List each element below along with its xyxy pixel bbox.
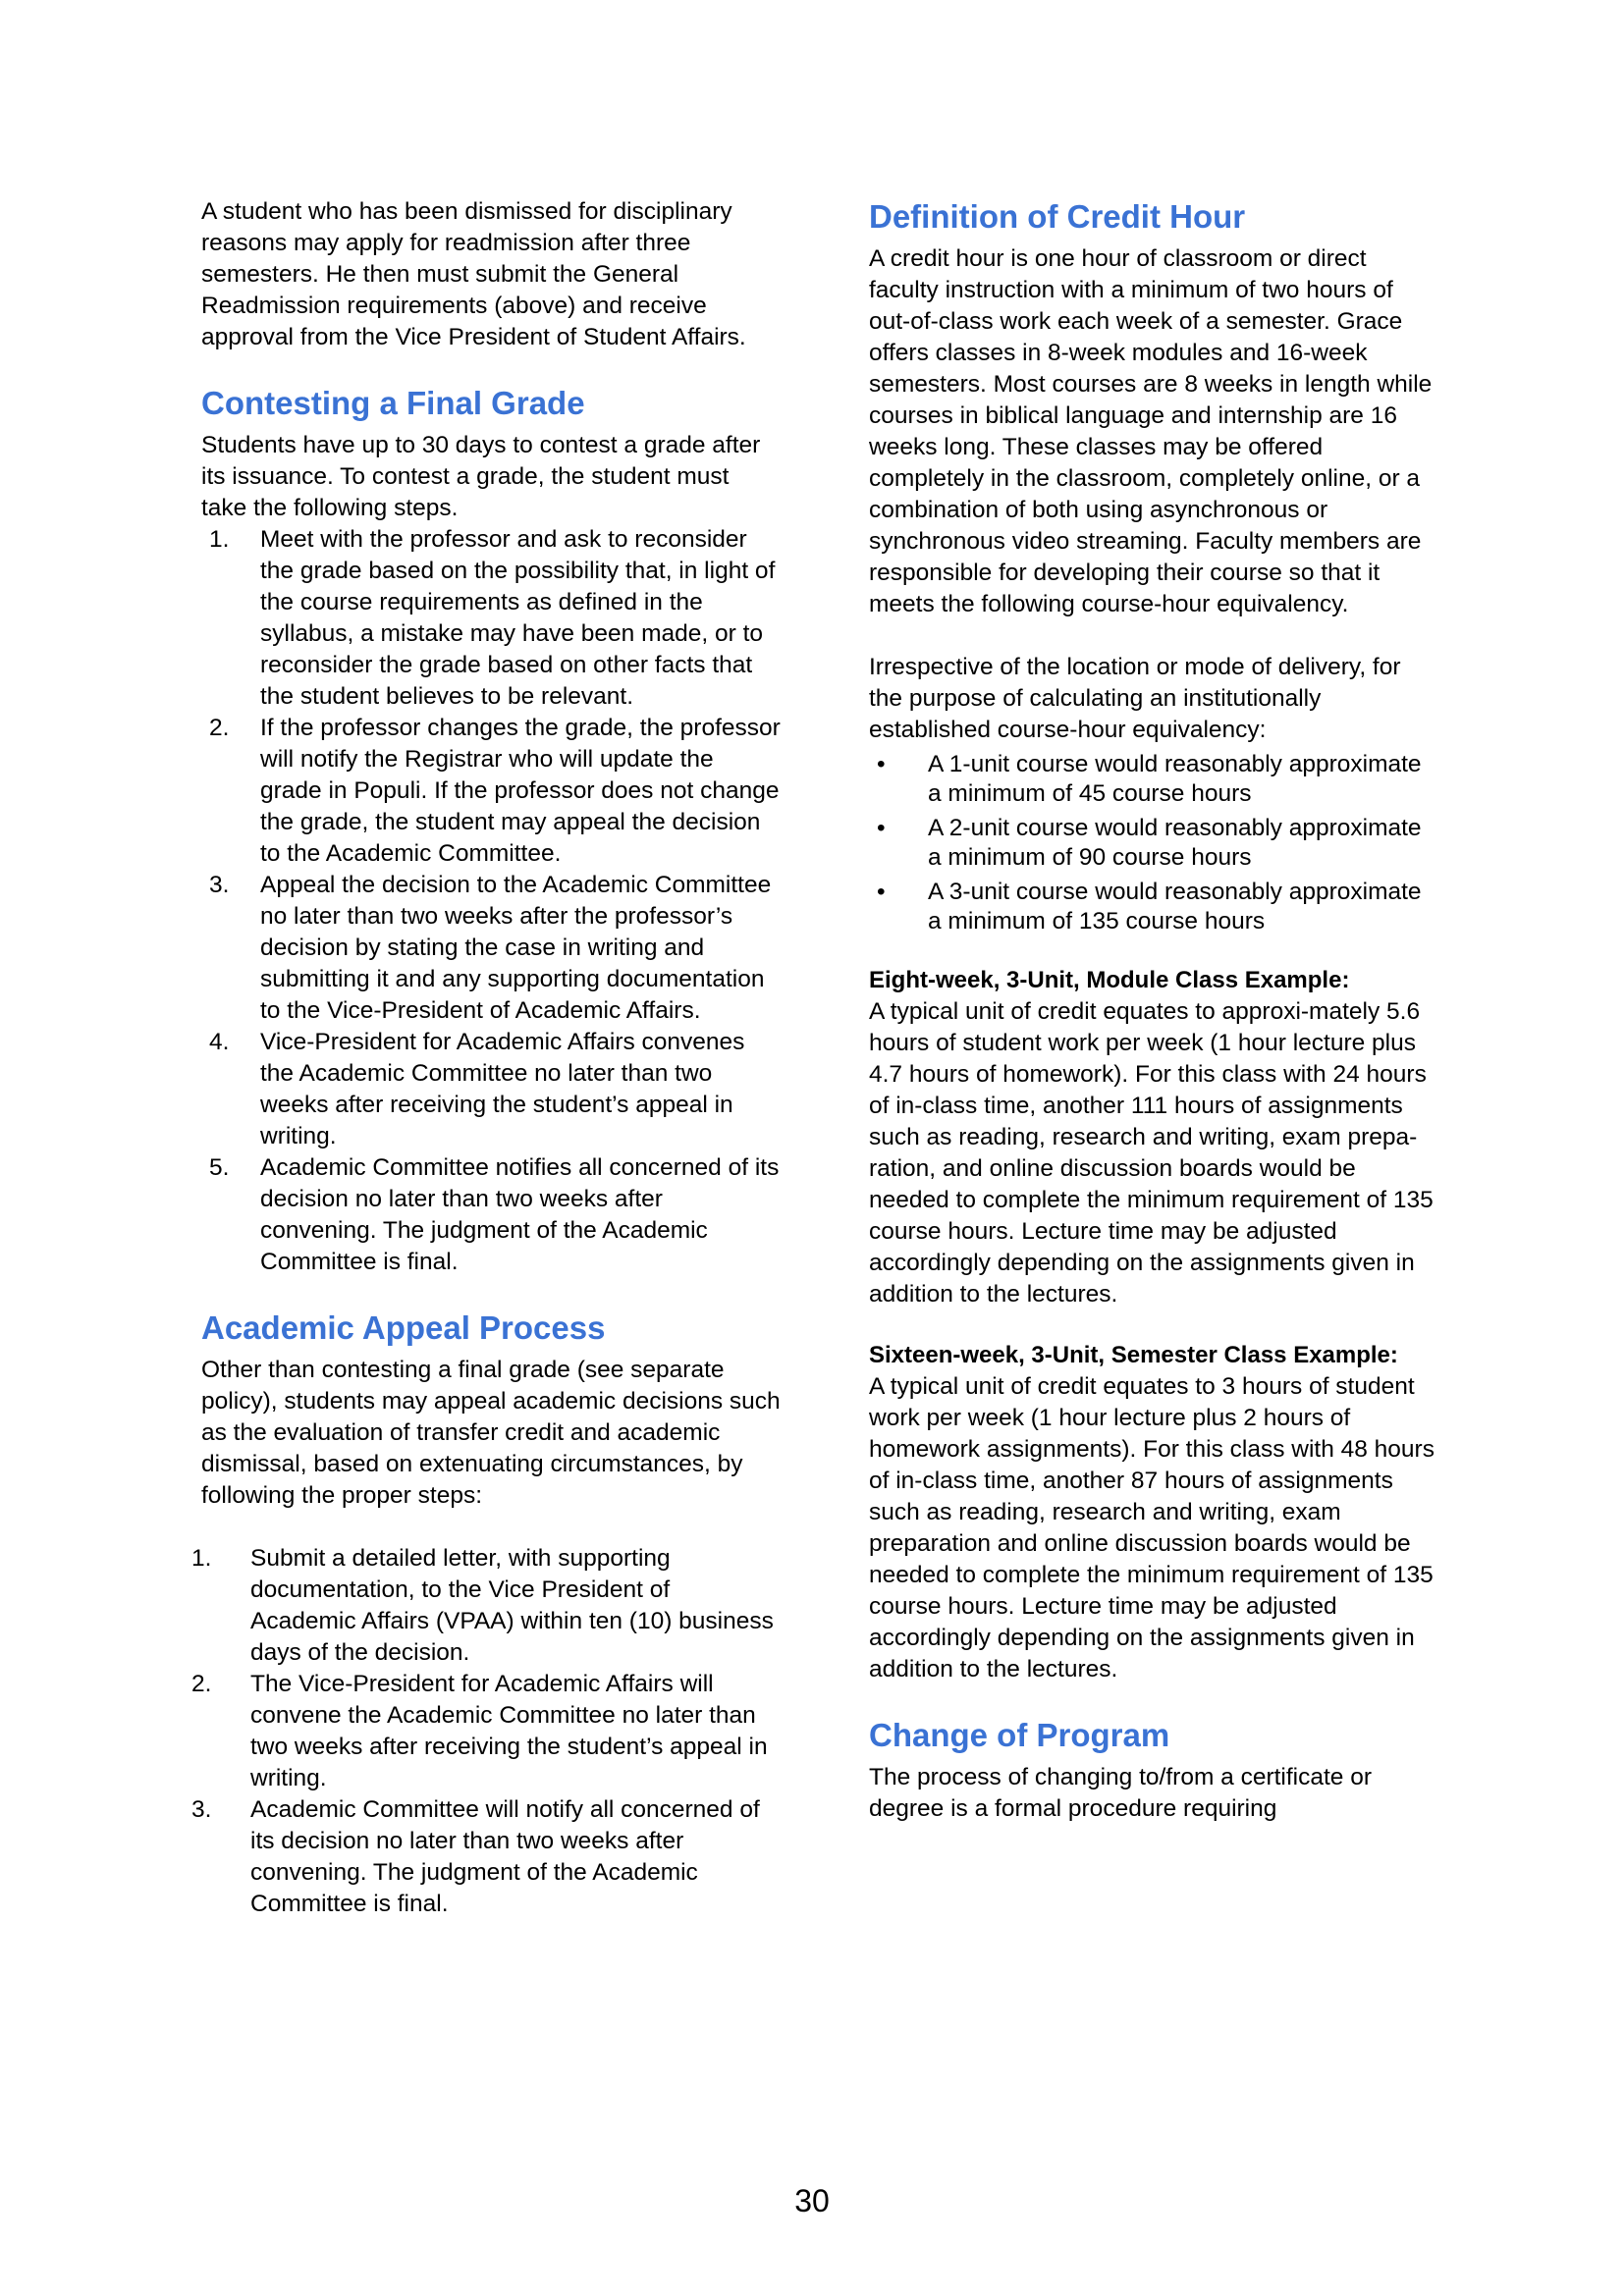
right-column	[869, 196, 1438, 1825]
list-item-text: Appeal the decision to the Academic Committee no later than two weeks after the professor’s decision by stating the case in writing and submitting it and any supporting documentation to the Vice-President of Academic Affairs.	[260, 872, 772, 1024]
academic-appeal-heading: Academic Appeal Process	[201, 1309, 606, 1346]
readmission-paragraph: A student who has been dismissed for disciplinary reasons may apply for readmission after three semesters. He then must submit the General Readmission requirements (above) and receive approval from the Vice President of Student Affairs.	[201, 198, 746, 350]
credit-hour-definition: A credit hour is one hour of classroom or direct faculty instruction with a minimum of two hours of out-of-class work each week of a semester. Grace offers classes in 8-week modules and 16-week semesters. Most courses are 8 weeks in length while courses in biblical language and internship are 16 weeks long. These classes may be offered completely in the classroom, completely online, or a combination of both using asynchronous or synchronous video streaming. Faculty members are responsible for developing their course so that it meets the following course-hour equivalency.	[869, 245, 1433, 617]
list-item-text: Academic Committee notifies all concerned of its decision no later than two weeks after convening. The judgment of the Academic Committee is final.	[260, 1154, 780, 1275]
contesting-grade-intro: Students have up to 30 days to contest a grade after its issuance. To contest a grade, the student must take the following steps.	[201, 432, 761, 521]
list-item-text: The Vice-President for Academic Affairs will convene the Academic Committee no later than two weeks after receiving the student’s appeal in writing.	[250, 1671, 768, 1791]
bullet-icon: •	[877, 751, 886, 777]
list-item-text: If the professor changes the grade, the professor will notify the Registrar who will update the grade in Populi. If the professor does not change the grade, the student may appeal the decision to the Academic Committee.	[260, 715, 781, 867]
eight-week-example-title: Eight-week, 3-Unit, Module Class Example:	[869, 967, 1350, 993]
course-hour-bullets	[869, 750, 1438, 935]
list-number: 4.	[209, 1029, 230, 1055]
list-item-text: Submit a detailed letter, with supporting documentation, to the Vice President of Academic Affairs (VPAA) within ten (10) business days of the decision.	[250, 1545, 774, 1666]
bullet-icon: •	[877, 815, 886, 841]
list-item	[201, 870, 781, 1027]
page-number: 30	[794, 2183, 830, 2218]
eight-week-example-text: A typical unit of credit equates to approxi-mately 5.6 hours of student work per week (1 hour lecture plus 4.7 hours of homework). For this class with 24 hours of in-class time, another 111 hours of assignments such as reading, research and writing, exam prepa-ration, and online discussion boards would be needed to complete the minimum requirement of 135 course hours. Lecture time may be adjusted accordingly depending on the assignments given in addition to the lectures.	[869, 998, 1434, 1308]
list-number: 2.	[209, 715, 230, 741]
list-item	[201, 713, 781, 870]
academic-appeal-intro: Other than contesting a final grade (see separate policy), students may appeal academic decisions such as the evaluation of transfer credit and academic dismissal, based on extenuating circumstances, by following the proper steps:	[201, 1357, 781, 1509]
sixteen-week-example-title: Sixteen-week, 3-Unit, Semester Class Example:	[869, 1342, 1398, 1368]
list-item	[201, 524, 781, 713]
course-hour-equivalency-intro: Irrespective of the location or mode of delivery, for the purpose of calculating an institutionally established course-hour equivalency:	[869, 654, 1401, 743]
list-item	[869, 750, 1438, 808]
list-number: 3.	[191, 1796, 212, 1823]
list-item-text: A 3-unit course would reasonably approximate a minimum of 135 course hours	[928, 879, 1422, 934]
list-item-text: Vice-President for Academic Affairs convenes the Academic Committee no later than two weeks after receiving the student’s appeal in writing.	[260, 1029, 745, 1149]
bullet-icon: •	[877, 879, 886, 905]
change-of-program-heading: Change of Program	[869, 1717, 1170, 1753]
list-item	[191, 1669, 781, 1794]
list-item	[869, 878, 1438, 935]
academic-appeal-steps	[191, 1543, 781, 1920]
change-of-program-text: The process of changing to/from a certificate or degree is a formal procedure requiring	[869, 1764, 1373, 1822]
list-item-text: Meet with the professor and ask to reconsider the grade based on the possibility that, in light of the course requirements as defined in the syllabus, a mistake may have been made, or to reconsider the grade based on other facts that the student believes to be relevant.	[260, 526, 776, 710]
sixteen-week-example-text: A typical unit of credit equates to 3 hours of student work per week (1 hour lecture plus 2 hours of homework assignments). For this class with 48 hours of in-class time, another 87 hours of assignments such as reading, research and writing, exam preparation and online discussion boards would be needed to complete the minimum requirement of 135 course hours. Lecture time may be adjusted accordingly depending on the assignments given in addition to the lectures.	[869, 1373, 1435, 1682]
list-number: 1.	[191, 1545, 212, 1572]
contesting-grade-heading: Contesting a Final Grade	[201, 385, 585, 421]
list-item	[201, 1152, 781, 1278]
list-number: 3.	[209, 872, 230, 898]
list-number: 1.	[209, 526, 230, 553]
contesting-grade-steps	[201, 524, 781, 1278]
list-number: 5.	[209, 1154, 230, 1181]
list-number: 2.	[191, 1671, 212, 1697]
list-item-text: Academic Committee will notify all concerned of its decision no later than two weeks after convening. The judgment of the Academic Committee is final.	[250, 1796, 760, 1917]
list-item	[191, 1543, 781, 1669]
credit-hour-heading: Definition of Credit Hour	[869, 198, 1246, 235]
list-item	[201, 1027, 781, 1152]
list-item	[869, 814, 1438, 872]
list-item-text: A 2-unit course would reasonably approximate a minimum of 90 course hours	[928, 815, 1422, 871]
list-item	[191, 1794, 781, 1920]
list-item-text: A 1-unit course would reasonably approximate a minimum of 45 course hours	[928, 751, 1422, 807]
left-column	[191, 196, 781, 1920]
